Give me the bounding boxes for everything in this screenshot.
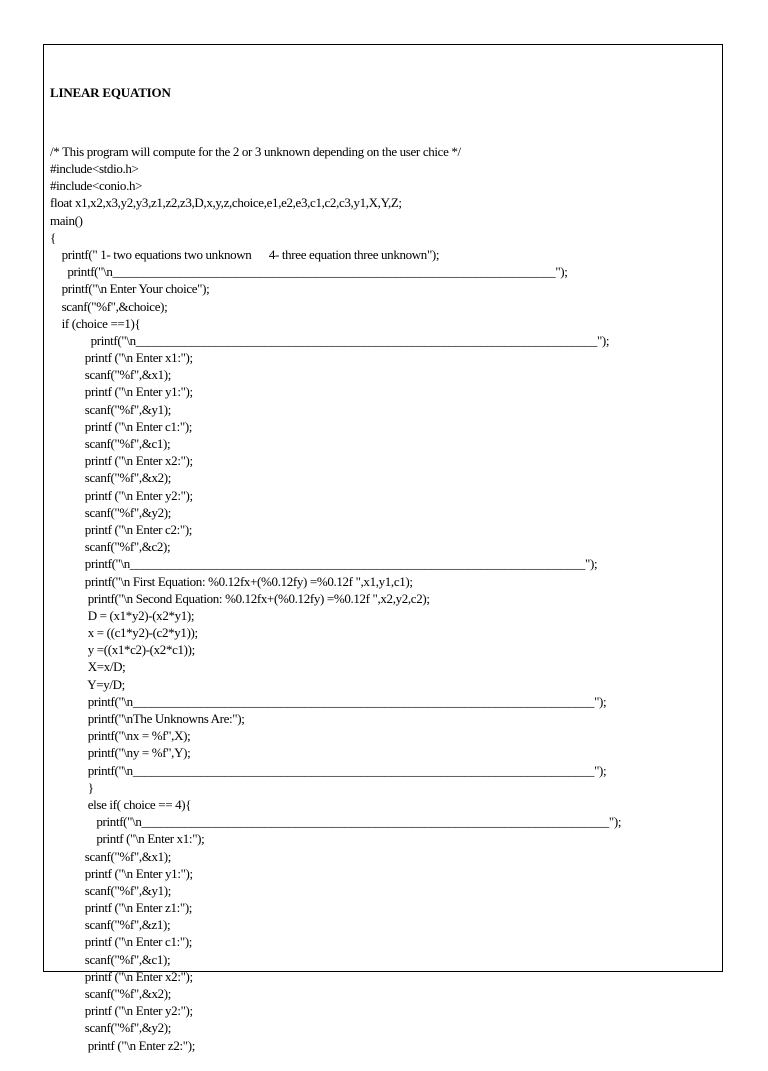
code-line: printf ("\n Enter y1:"); <box>50 865 193 881</box>
code-line: printf ("\n Enter y2:"); <box>50 1003 193 1019</box>
code-line: { <box>50 229 56 245</box>
code-line: printf ("\n Enter y1:"); <box>50 384 193 400</box>
code-line: printf("\n____________________________________________________________________________"); <box>50 814 622 830</box>
code-line: scanf("%f",&c1); <box>50 436 171 451</box>
code-line: #include<conio.h> <box>50 178 143 194</box>
code-line: printf(" 1- two equations two unknown 4- three equation three unknown"); <box>50 246 440 262</box>
code-line: scanf("%f",&z1); <box>50 917 171 933</box>
code-line: D = (x1*y2)-(x2*y1); <box>50 607 195 623</box>
code-line: printf("\n First Equation: %0.12fx+(%0.12fy) =%0.12f ",x1,y1,c1); <box>50 573 413 589</box>
code-line: scanf("%f",&x1); <box>50 367 172 383</box>
code-line: printf("\nThe Unknowns Are:"); <box>50 711 245 726</box>
code-line: printf ("\n Enter c2:"); <box>50 521 193 537</box>
code-line: printf ("\n Enter z1:"); <box>50 900 193 916</box>
code-line: scanf("%f",&c2); <box>50 539 171 555</box>
code-line: float x1,x2,x3,y2,y3,z1,z2,z3,D,x,y,z,choice,e1,e2,e3,c1,c2,c3,y1,X,Y,Z; <box>50 195 402 211</box>
code-line: printf ("\n Enter z2:"); <box>50 1037 195 1053</box>
code-line: /* This program will compute for the 2 or 3 unknown depending on the user chice */ <box>50 143 461 159</box>
code-line: scanf("%f",&c1); <box>50 951 171 967</box>
code-line: Y=y/D; <box>50 676 125 692</box>
code-line: printf("\n________________________________________________________________________"); <box>50 264 568 280</box>
code-line: scanf("%f",&x2); <box>50 986 172 1001</box>
code-line: printf ("\n Enter x1:"); <box>50 831 205 847</box>
code-line: printf ("\n Enter y2:"); <box>50 487 193 503</box>
code-line: scanf("%f",&x1); <box>50 848 172 864</box>
code-line: scanf("%f",&y2); <box>50 504 172 520</box>
code-line: else if( choice == 4){ <box>50 796 192 812</box>
code-line: } <box>50 779 94 795</box>
code-line: printf ("\n Enter x2:"); <box>50 968 193 984</box>
code-line: printf("\n Enter Your choice"); <box>50 281 210 297</box>
code-line: printf ("\n Enter x2:"); <box>50 453 193 469</box>
code-line: main() <box>50 212 83 228</box>
code-line: printf ("\n Enter c1:"); <box>50 418 193 434</box>
code-line: printf("\n Second Equation: %0.12fx+(%0.12fy) =%0.12f ",x2,y2,c2); <box>50 590 430 606</box>
code-line: printf("\n___________________________________________________________________________"); <box>50 693 607 709</box>
document-title: LINEAR EQUATION <box>50 85 171 101</box>
code-line: scanf("%f",&y2); <box>50 1020 172 1036</box>
code-line: if (choice ==1){ <box>50 315 141 331</box>
code-line: scanf("%f",&choice); <box>50 298 168 314</box>
code-lines <box>50 143 718 1054</box>
code-line: printf ("\n Enter c1:"); <box>50 934 193 950</box>
code-line: y =((x1*c2)-(x2*c1)); <box>50 642 195 658</box>
code-line: x = ((c1*y2)-(c2*y1)); <box>50 625 198 641</box>
code-line: X=x/D; <box>50 659 126 675</box>
code-line: printf("\ny = %f",Y); <box>50 745 191 761</box>
code-line: scanf("%f",&y1); <box>50 401 172 417</box>
code-listing <box>50 50 718 1071</box>
code-line: printf("\n___________________________________________________________________________"); <box>50 332 610 348</box>
code-line: scanf("%f",&x2); <box>50 470 172 486</box>
code-line: printf("\nx = %f",X); <box>50 728 191 744</box>
code-line: printf("\n___________________________________________________________________________"); <box>50 762 607 778</box>
code-line: #include<stdio.h> <box>50 161 139 176</box>
code-line: scanf("%f",&y1); <box>50 882 172 898</box>
code-line: printf("\n__________________________________________________________________________"); <box>50 556 598 572</box>
code-line: printf ("\n Enter x1:"); <box>50 350 193 366</box>
